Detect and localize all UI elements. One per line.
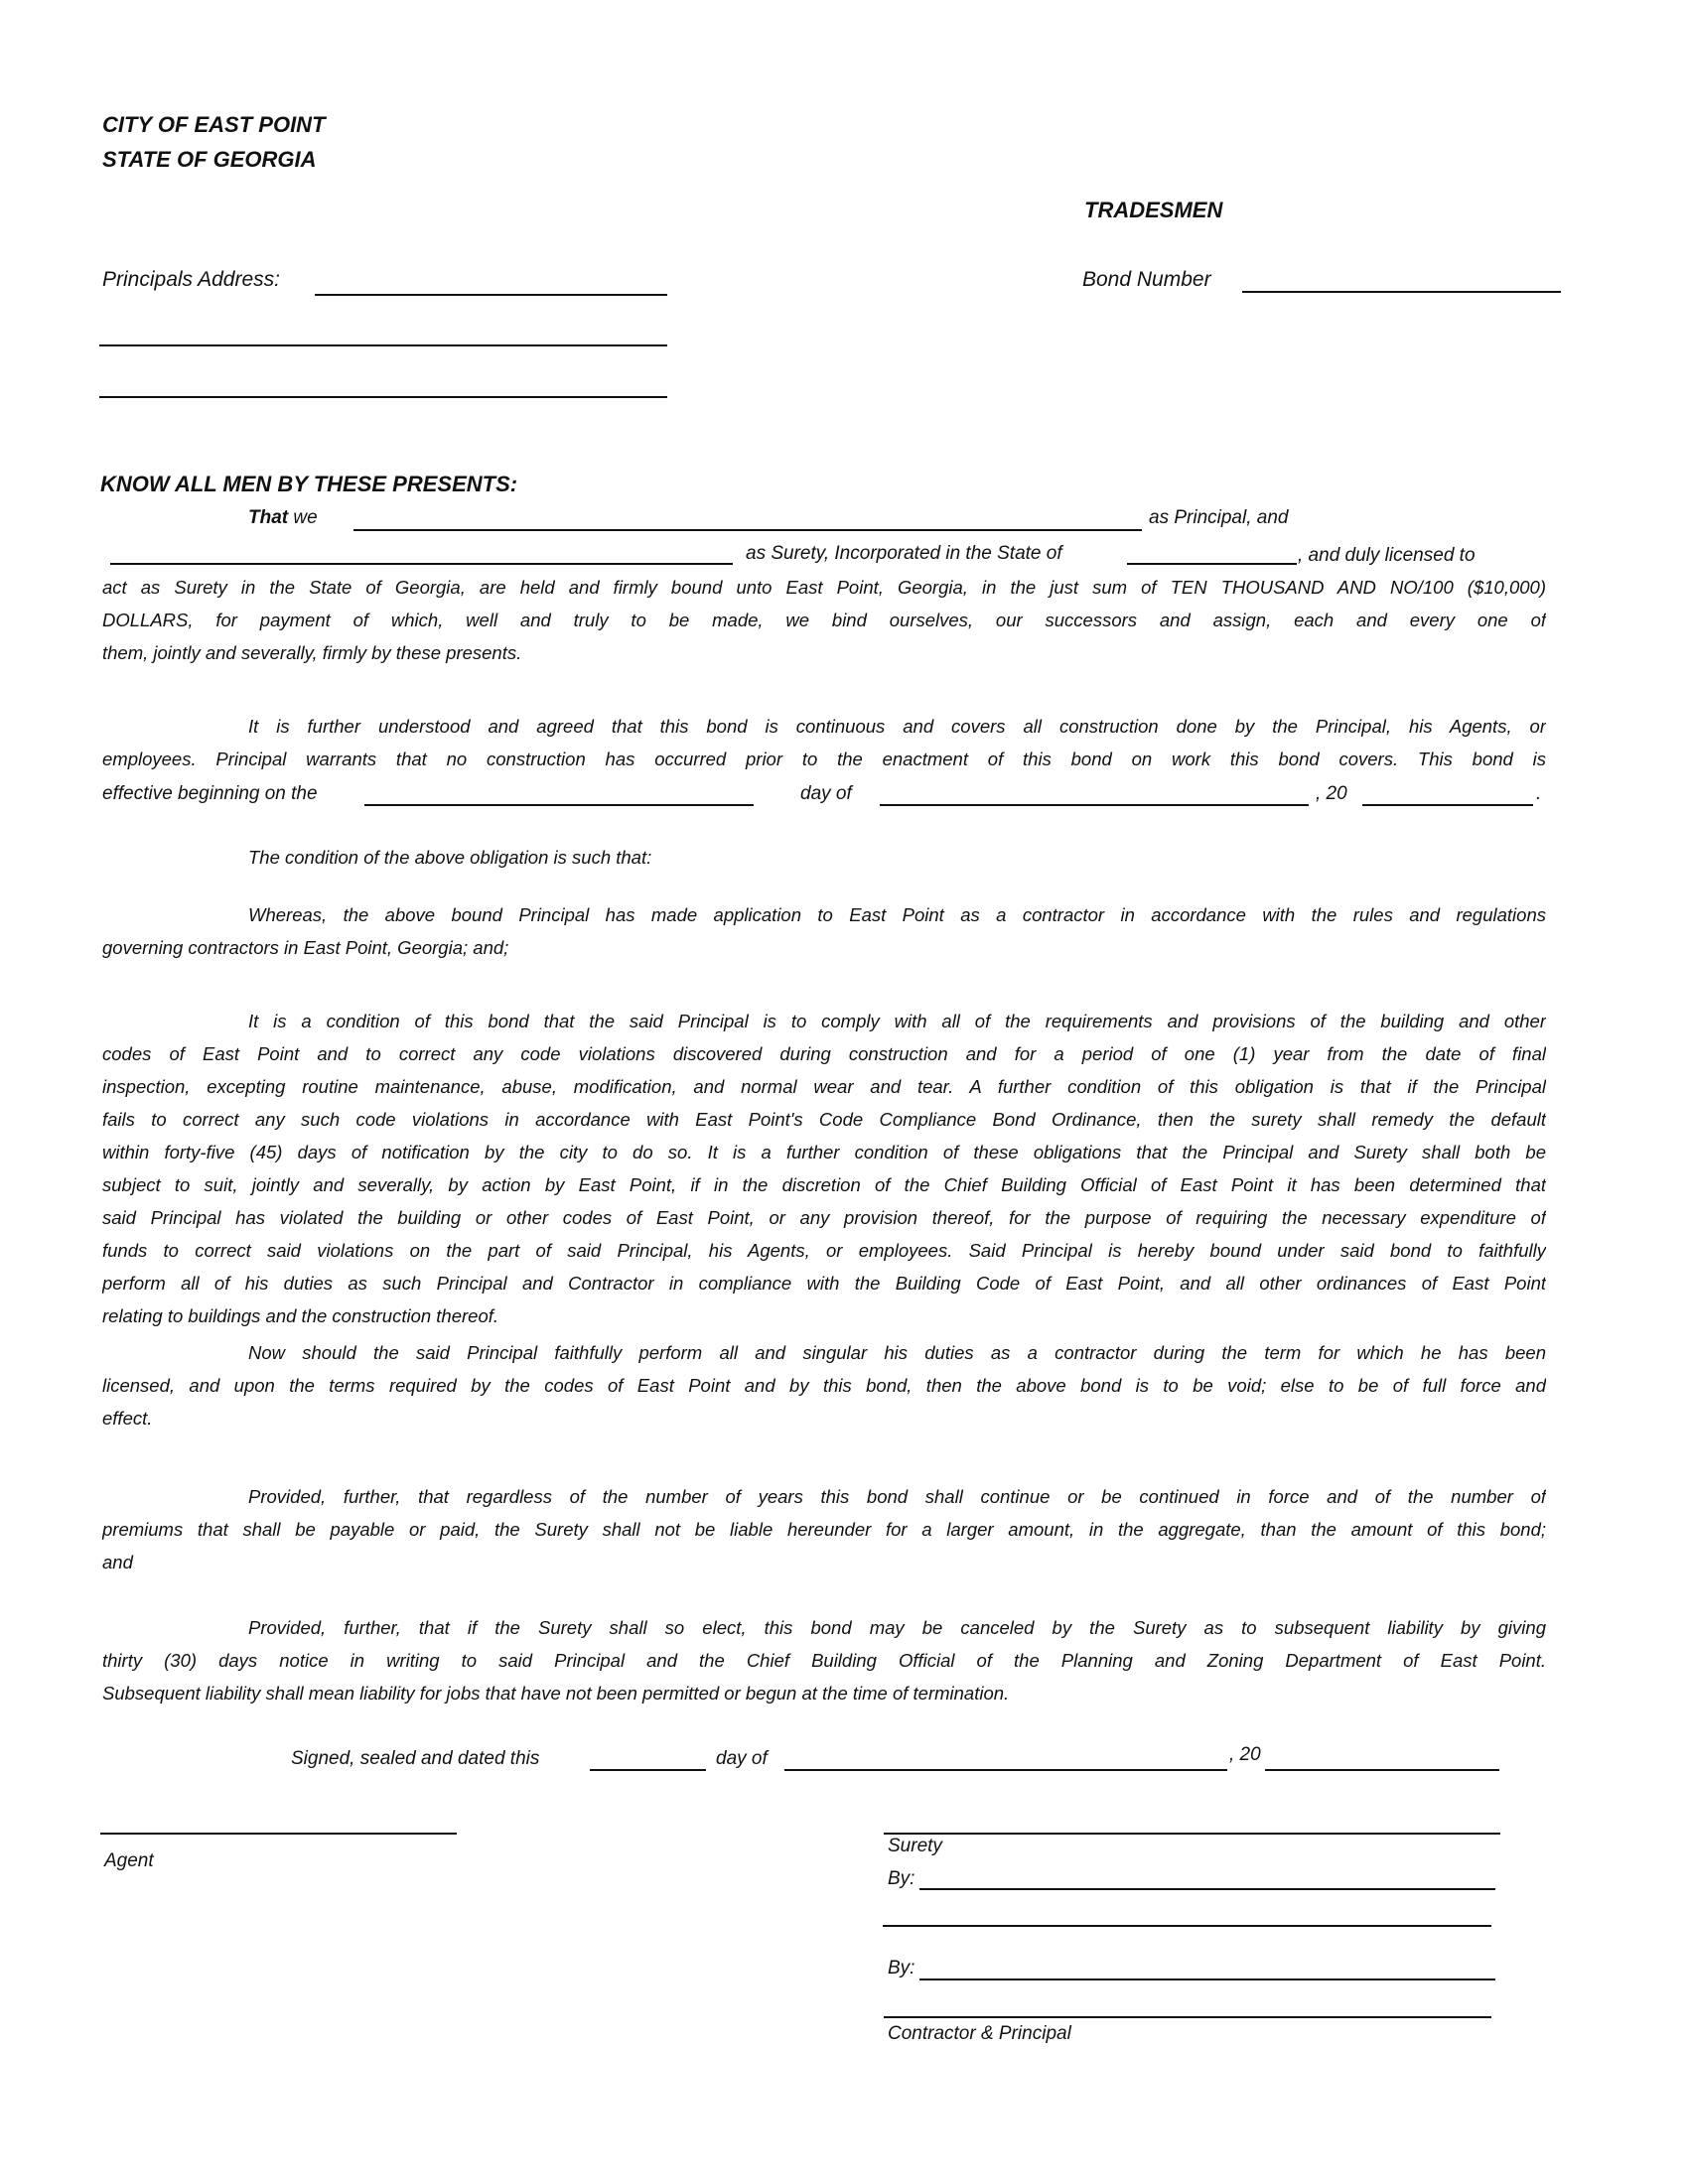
paragraph-line: codes of East Point and to correct any code violations discovered during construction and for a period of one (1) year from the date of final [102, 1043, 1546, 1064]
paragraph-line: Provided, further, that regardless of the number of years this bond shall continue or be continued in force and of the number of [248, 1486, 1546, 1507]
paragraph-line: It is a condition of this bond that the said Principal is to comply with all of the requirements and provisions of the building and other [248, 1011, 1546, 1031]
effective-day-of-label: day of [800, 783, 852, 804]
bond-number-field[interactable] [1242, 291, 1561, 293]
paragraph-line: Whereas, the above bound Principal has made application to East Point as a contractor in accordance with the rules and regulations [248, 904, 1546, 925]
as-surety-text: as Surety, Incorporated in the State of [746, 543, 1062, 564]
paragraph-line: relating to buildings and the construction thereof. [102, 1305, 499, 1326]
contractor-by-field[interactable] [919, 1979, 1495, 1980]
paragraph-line: thirty (30) days notice in writing to said Principal and the Chief Building Official of the Planning and Zoning Department of East Point. [102, 1650, 1546, 1671]
principals-address-label: Principals Address: [102, 268, 280, 291]
paragraph-line: licensed, and upon the terms required by the codes of East Point and by this bond, then the above bond is to be void; else to be of full force and [102, 1375, 1546, 1396]
paragraph-line: employees. Principal warrants that no construction has occurred prior to the enactment of this bond on work this bond covers. This bond is [102, 749, 1546, 769]
surety-name-field[interactable] [110, 563, 733, 565]
as-principal-text: as Principal, and [1149, 507, 1289, 528]
paragraph-line: and [102, 1552, 133, 1572]
signed-label: Signed, sealed and dated this [291, 1748, 540, 1769]
paragraph-line: funds to correct said violations on the part of said Principal, his Agents, or employees. Said Principal is hereby bound under said bond to faithfully [102, 1240, 1546, 1261]
agent-signature-line[interactable] [100, 1833, 457, 1835]
principals-address-line-2[interactable] [99, 344, 667, 346]
paragraph-line: inspection, excepting routine maintenance, abuse, modification, and normal wear and tear. A further condition of this obligation is that if the Principal [102, 1076, 1546, 1097]
signed-day-field[interactable] [590, 1769, 706, 1771]
know-all-men-heading: KNOW ALL MEN BY THESE PRESENTS: [100, 472, 518, 496]
contractor-title-line[interactable] [884, 2016, 1491, 2018]
paragraph-line: effect. [102, 1408, 153, 1429]
city-heading: CITY OF EAST POINT [102, 112, 326, 137]
paragraph-line: perform all of his duties as such Principal and Contractor in compliance with the Building Code of East Point, and all other ordinances of East Point [102, 1273, 1546, 1294]
effective-month-field[interactable] [880, 804, 1309, 806]
surety-by-field[interactable] [919, 1888, 1495, 1890]
surety-state-field[interactable] [1127, 563, 1297, 565]
state-heading: STATE OF GEORGIA [102, 147, 317, 172]
paragraph-line: The condition of the above obligation is such that: [248, 847, 652, 868]
paragraph-line: fails to correct any such code violations in accordance with East Point's Code Compliance Bond Ordinance, then the surety shall remedy the default [102, 1109, 1546, 1130]
agent-label: Agent [104, 1850, 154, 1871]
document-type: TRADESMEN [1084, 198, 1223, 222]
signed-day-of-label: day of [716, 1748, 768, 1769]
paragraph-line: them, jointly and severally, firmly by these presents. [102, 642, 522, 663]
that-label: That [248, 507, 289, 528]
signed-year-field[interactable] [1265, 1769, 1499, 1771]
surety-label: Surety [888, 1836, 942, 1856]
paragraph-line: DOLLARS, for payment of which, well and truly to be made, we bind ourselves, our successors and assign, each and every one of [102, 610, 1546, 630]
paragraph-line: Provided, further, that if the Surety shall so elect, this bond may be canceled by the Surety as to subsequent liability by giving [248, 1617, 1546, 1638]
signed-month-field[interactable] [784, 1769, 1227, 1771]
surety-by-label: By: [888, 1868, 915, 1889]
paragraph-line: Subsequent liability shall mean liability for jobs that have not been permitted or begun at the time of termination. [102, 1683, 1010, 1704]
principal-name-field[interactable] [353, 529, 1142, 531]
effective-day-field[interactable] [364, 804, 754, 806]
bond-number-label: Bond Number [1082, 268, 1211, 291]
effective-label: effective beginning on the [102, 783, 318, 804]
effective-year-prefix: , 20 [1316, 783, 1347, 804]
paragraph-line: said Principal has violated the building or other codes of East Point, or any provision thereof, for the purpose of requiring the necessary expenditure of [102, 1207, 1546, 1228]
signed-year-prefix: , 20 [1229, 1744, 1261, 1765]
paragraph-line: premiums that shall be payable or paid, the Surety shall not be liable hereunder for a larger amount, in the aggregate, than the amount of this bond; [102, 1519, 1546, 1540]
contractor-principal-label: Contractor & Principal [888, 2023, 1071, 2044]
surety-signature-line[interactable] [884, 1833, 1500, 1835]
principals-address-line-3[interactable] [99, 396, 667, 398]
paragraph-line: Now should the said Principal faithfully perform all and singular his duties as a contractor during the term for which he has been [248, 1342, 1546, 1363]
paragraph-line: It is further understood and agreed that this bond is continuous and covers all construction done by the Principal, his Agents, or [248, 716, 1546, 737]
surety-title-line[interactable] [883, 1925, 1491, 1927]
paragraph-line: act as Surety in the State of Georgia, are held and firmly bound unto East Point, Georgia, in the just sum of TEN THOUSAND AND NO/100 ($10,000) [102, 577, 1546, 598]
paragraph-line: governing contractors in East Point, Georgia; and; [102, 937, 509, 958]
paragraph-line: subject to suit, jointly and severally, by action by East Point, if in the discretion of the Chief Building Official of East Point it has been determined that [102, 1174, 1546, 1195]
we-label: we [293, 507, 318, 528]
principals-address-line-1[interactable] [315, 294, 667, 296]
effective-year-field[interactable] [1362, 804, 1533, 806]
effective-end: . [1536, 783, 1542, 804]
duly-licensed-text: , and duly licensed to [1298, 545, 1476, 566]
contractor-by-label: By: [888, 1958, 915, 1979]
that-we-text [248, 504, 318, 532]
paragraph-line: within forty-five (45) days of notification by the city to do so. It is a further condition of these obligations that the Principal and Surety shall both be [102, 1142, 1546, 1162]
